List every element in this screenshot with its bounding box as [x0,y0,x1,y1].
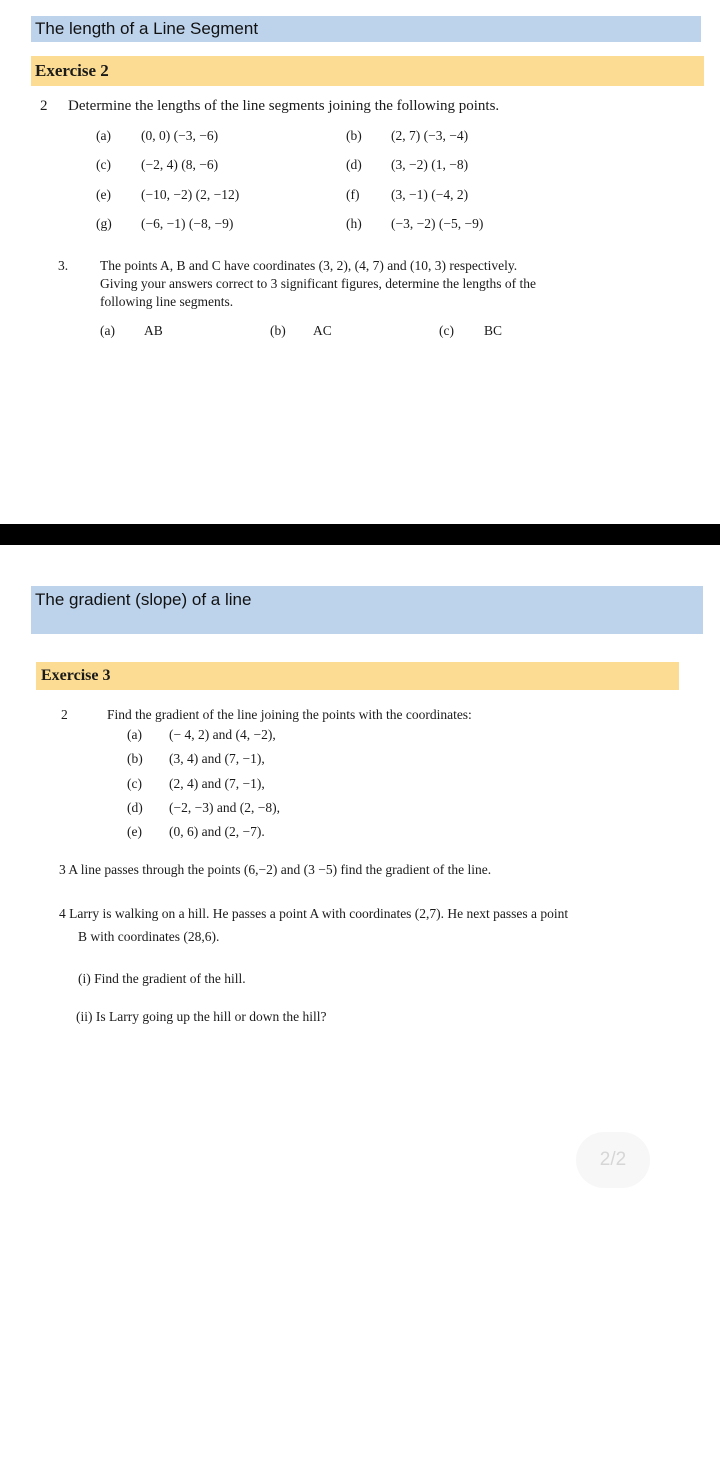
s2-q4-part-ii: (ii) Is Larry going up the hill or down the hill? [76,1009,327,1024]
s1-q2-label-b: (b) [346,128,362,143]
s1-q2-value-d: (3, −2) (1, −8) [391,157,469,172]
s2-q2-value-e: (0, 6) and (2, −7). [169,824,265,839]
s1-q3-number: 3. [58,258,69,273]
s1-q3-line3: following line segments. [100,294,234,309]
s1-q3-value-a: AB [144,323,163,338]
s2-q4-line2: B with coordinates (28,6). [78,929,220,944]
s1-q2-label-g: (g) [96,216,112,231]
s2-q2-label-e: (e) [127,824,142,839]
s1-q2-text: Determine the lengths of the line segments joining the following points. [68,98,500,114]
s1-q2-label-a: (a) [96,128,111,143]
s1-q2-value-f: (3, −1) (−4, 2) [391,187,469,202]
s2-q3: 3 A line passes through the points (6,−2) and (3 −5) find the gradient of the line. [59,862,492,877]
s2-q2-number: 2 [61,707,68,722]
s2-q2-value-d: (−2, −3) and (2, −8), [169,800,280,815]
s2-q2-value-b: (3, 4) and (7, −1), [169,751,265,766]
s1-q2-value-h: (−3, −2) (−5, −9) [391,216,484,231]
s2-q2-label-d: (d) [127,800,143,815]
s1-q2-value-g: (−6, −1) (−8, −9) [141,216,234,231]
s2-q2-value-c: (2, 4) and (7, −1), [169,776,265,791]
s2-q4-part-i: (i) Find the gradient of the hill. [78,971,246,986]
s1-q3-value-b: AC [313,323,332,338]
section1-exercise-heading: Exercise 2 [31,56,704,86]
page-divider [0,524,720,545]
page-indicator: 2/2 [576,1132,650,1188]
s1-q2-label-e: (e) [96,187,111,202]
s1-q2-value-a: (0, 0) (−3, −6) [141,128,219,143]
s2-q4-line1: 4 Larry is walking on a hill. He passes a point A with coordinates (2,7). He next passes a point [59,906,569,921]
s2-q2-label-a: (a) [127,727,142,742]
s1-q2-label-d: (d) [346,157,362,172]
s1-q3-line1: The points A, B and C have coordinates (3, 2), (4, 7) and (10, 3) respectively. [100,258,518,273]
s1-q3-label-c: (c) [439,323,454,338]
s1-q2-value-b: (2, 7) (−3, −4) [391,128,469,143]
s1-q2-label-c: (c) [96,157,111,172]
s2-q2-value-a: (− 4, 2) and (4, −2), [169,727,276,742]
s1-q3-label-b: (b) [270,323,286,338]
s1-q3-value-c: BC [484,323,503,338]
s1-q2-label-f: (f) [346,187,360,202]
s1-q2-number: 2 [40,98,48,114]
s2-q2-label-c: (c) [127,776,142,791]
section1-title: The length of a Line Segment [31,16,701,42]
s2-q2-label-b: (b) [127,751,143,766]
s1-q3-label-a: (a) [100,323,115,338]
s1-q2-value-e: (−10, −2) (2, −12) [141,187,240,202]
section2-title: The gradient (slope) of a line [31,586,703,634]
s2-q2-text: Find the gradient of the line joining the points with the coordinates: [107,707,472,722]
s1-q2-label-h: (h) [346,216,362,231]
s1-q3-line2: Giving your answers correct to 3 significant figures, determine the lengths of the [100,276,537,291]
s1-q2-value-c: (−2, 4) (8, −6) [141,157,219,172]
section2-exercise-heading: Exercise 3 [36,662,679,690]
